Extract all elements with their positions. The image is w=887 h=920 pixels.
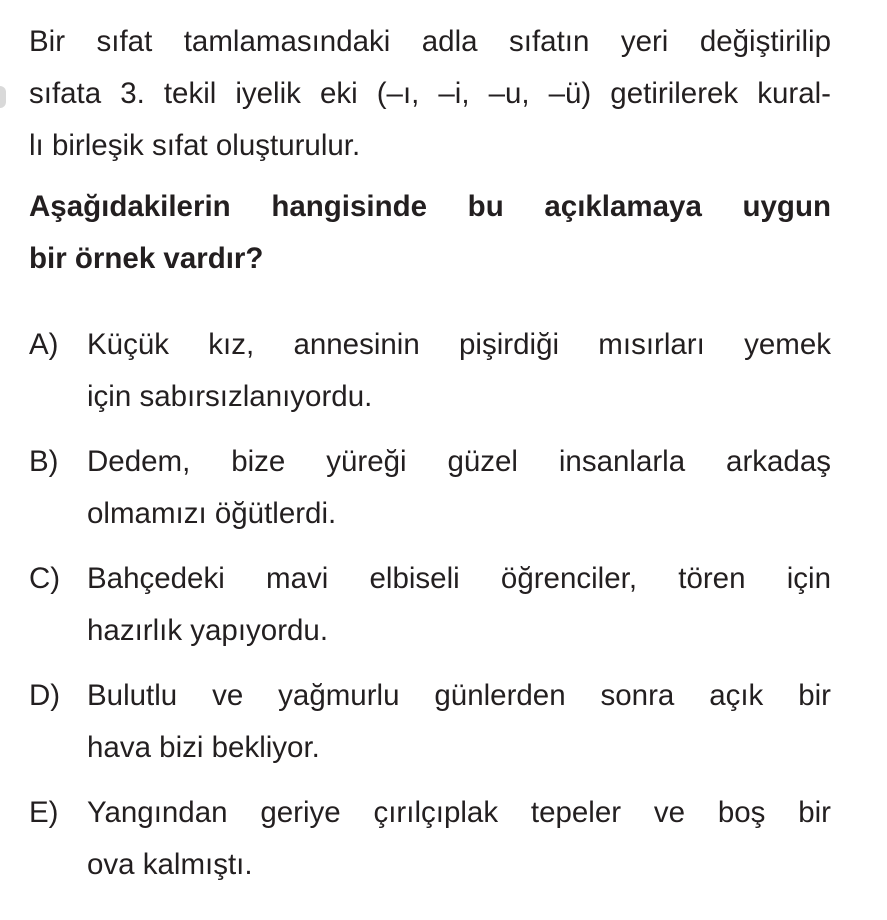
option-a-line-1: Küçük kız, annesinin pişirdiği mısırları yemek <box>87 328 831 361</box>
stem-line-1: Bir sıfat tamlamasındaki adla sıfatın yeri değiştirilip <box>29 25 831 58</box>
option-a-line-2: için sabırsızlanıyordu. <box>87 380 373 413</box>
question-page <box>29 16 831 904</box>
question-prompt <box>29 181 831 285</box>
option-letter: E) <box>29 796 59 829</box>
option-d-line-1: Bulutlu ve yağmurlu günlerden sonra açık bir <box>87 679 831 712</box>
option-b-line-1: Dedem, bize yüreği güzel insanlarla arkadaş <box>87 445 831 478</box>
answer-options <box>29 319 831 891</box>
option-d[interactable] <box>29 670 831 774</box>
option-text <box>87 787 831 891</box>
option-text <box>87 319 831 423</box>
stem-line-2: sıfata 3. tekil iyelik eki (–ı, –i, –u, –ü) getirilerek kural- <box>29 77 831 110</box>
option-letter: C) <box>29 562 61 595</box>
stem-line-3: lı birleşik sıfat oluşturulur. <box>29 129 361 162</box>
option-a[interactable] <box>29 319 831 423</box>
option-b-line-2: olmamızı öğütlerdi. <box>87 497 337 530</box>
option-text <box>87 436 831 540</box>
option-c-line-1: Bahçedeki mavi elbiseli öğrenciler, tören için <box>87 562 831 595</box>
option-c-line-2: hazırlık yapıyordu. <box>87 614 329 647</box>
option-letter: D) <box>29 679 61 712</box>
option-text <box>87 670 831 774</box>
option-c[interactable] <box>29 553 831 657</box>
option-letter: B) <box>29 445 59 478</box>
question-stem <box>29 16 831 172</box>
option-letter: A) <box>29 328 59 361</box>
question-line-2: bir örnek vardır? <box>29 242 264 275</box>
option-e-line-1: Yangından geriye çırılçıplak tepeler ve boş bir <box>87 796 831 829</box>
page-edge-mark <box>0 86 6 108</box>
option-text <box>87 553 831 657</box>
option-e[interactable] <box>29 787 831 891</box>
option-d-line-2: hava bizi bekliyor. <box>87 731 320 764</box>
option-e-line-2: ova kalmıştı. <box>87 848 253 881</box>
question-line-1: Aşağıdakilerin hangisinde bu açıklamaya uygun <box>29 190 831 223</box>
option-b[interactable] <box>29 436 831 540</box>
